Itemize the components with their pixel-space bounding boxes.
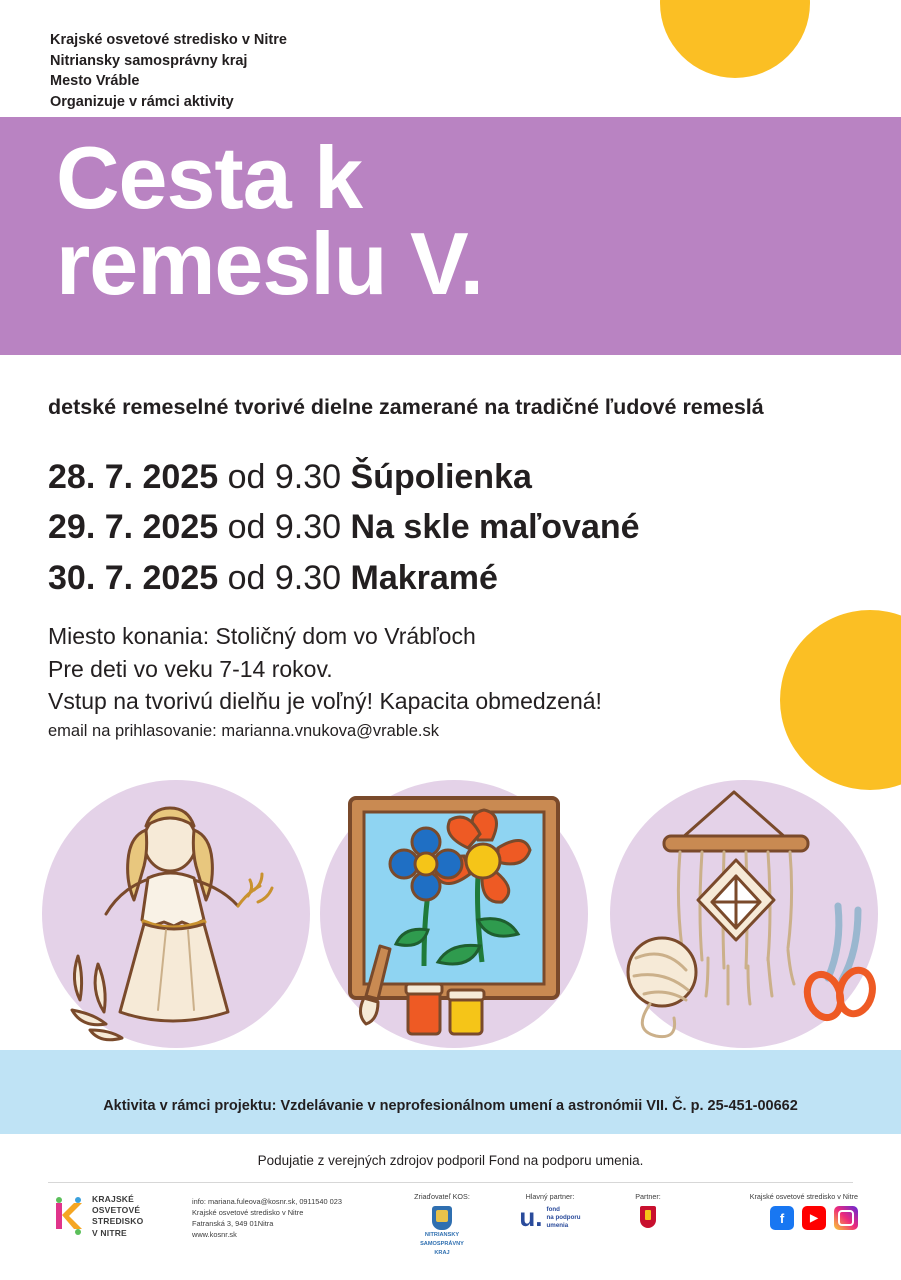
info-block (48, 620, 602, 744)
project-band (0, 1050, 901, 1134)
title-line-1: Cesta k (56, 128, 363, 227)
info-place: Miesto konania: Stoličný dom vo Vrábľoch (48, 623, 476, 649)
organizer-line-4: Organizuje v rámci aktivity (50, 93, 234, 110)
illustration-macrame (610, 780, 878, 1048)
footer-column-founder (396, 1192, 488, 1257)
contact-block (192, 1196, 342, 1240)
kos-logo-line-2: OSVETOVÉ (92, 1205, 141, 1216)
mesto-vrable-crest-icon (640, 1206, 656, 1228)
facebook-icon[interactable]: f (770, 1206, 794, 1230)
footer-column-social (718, 1192, 858, 1230)
nsk-logo-line-1: NITRIANSKY (424, 1232, 460, 1238)
organizer-line-1: Krajské osvetové stredisko v Nitre (50, 32, 287, 48)
date-row (48, 553, 640, 603)
contact-line-1: info: mariana.fuleova@kosnr.sk, 0911540 023 (192, 1197, 342, 1206)
footer-divider (48, 1182, 853, 1183)
workshop-name: Na skle maľované (350, 508, 640, 547)
corn-husk-doll-icon (42, 780, 310, 1048)
organizer-line-2: Nitriansky samosprávny kraj (50, 52, 248, 69)
dates-list (48, 452, 640, 603)
workshop-name: Makramé (350, 558, 498, 597)
instagram-icon[interactable] (834, 1206, 858, 1230)
illustration-glass-painting (320, 780, 588, 1048)
contact-line-2: Krajské osvetové stredisko v Nitre (192, 1208, 304, 1218)
yellow-circle-decoration-top (660, 0, 810, 78)
fpu-line-3: umenia (546, 1221, 569, 1229)
date-row (48, 452, 640, 502)
nitriansky-samospravny-kraj-logo-icon (396, 1206, 488, 1257)
glass-painting-flowers-icon (320, 780, 588, 1048)
youtube-icon[interactable]: ▶ (802, 1206, 826, 1230)
contact-website[interactable]: www.kosnr.sk (192, 1230, 237, 1240)
title-band (0, 117, 901, 355)
title-line-2: remeslu V. (56, 214, 484, 314)
fond-na-podporu-umenia-logo-icon: u. fond na podporu umenia (519, 1202, 581, 1233)
partner-caption: Partner: (635, 1192, 661, 1201)
kos-logo-line-4: V NITRE (92, 1227, 127, 1238)
kos-logo (52, 1194, 143, 1239)
kos-logo-line-1: KRAJSKÉ (92, 1194, 135, 1204)
date-value: 30. 7. 2025 (48, 558, 219, 597)
social-caption: Krajské osvetové stredisko v Nitre (749, 1192, 858, 1201)
footer-column-partner (612, 1192, 684, 1228)
footer-column-main-partner (504, 1192, 596, 1233)
footer (0, 1190, 901, 1274)
project-band-text: Aktivita v rámci projektu: Vzdelávanie v neprofesionálnom umení a astronómii VII. Č. p. 25-451-00662 (103, 1098, 798, 1114)
date-time: od 9.30 (227, 558, 342, 597)
nsk-logo-line-2: SAMOSPRÁVNY (420, 1240, 464, 1247)
macrame-and-scissors-icon (610, 780, 878, 1048)
info-age: Pre deti vo veku 7-14 rokov. (48, 655, 333, 682)
yellow-circle-decoration-middle (780, 610, 901, 790)
info-email: email na prihlasovanie: marianna.vnukova@vrable.sk (48, 721, 439, 740)
kos-logo-text (92, 1194, 143, 1239)
fpu-line-2: na podporu (546, 1213, 581, 1221)
kos-logo-line-3: STREDISKO (92, 1216, 144, 1227)
illustrations (0, 780, 901, 1050)
date-value: 29. 7. 2025 (48, 508, 219, 547)
date-time: od 9.30 (227, 458, 342, 496)
fpu-line-1: fond (546, 1206, 560, 1213)
info-entry: Vstup na tvorivú dielňu je voľný! Kapacita obmedzená! (48, 688, 602, 715)
date-row (48, 502, 640, 552)
nsk-logo-line-3: KRAJ (434, 1249, 450, 1256)
organizer-line-3: Mesto Vráble (50, 73, 140, 90)
founder-caption: Zriaďovateľ KOS: (414, 1192, 470, 1201)
illustration-corn-husk-doll (42, 780, 310, 1048)
date-value: 28. 7. 2025 (48, 458, 219, 496)
main-partner-caption: Hlavný partner: (525, 1192, 575, 1201)
date-time: od 9.30 (227, 508, 342, 547)
contact-line-3: Fatranská 3, 949 01Nitra (192, 1219, 274, 1229)
page-title (56, 128, 484, 314)
funding-note: Podujatie z verejných zdrojov podporil Fond na podporu umenia. (257, 1153, 644, 1168)
workshop-name: Šúpolienka (350, 458, 532, 496)
kos-logo-mark-icon (52, 1197, 86, 1235)
social-links (718, 1206, 858, 1230)
organizer-block (50, 30, 287, 112)
subtitle: detské remeselné tvorivé dielne zamerané na tradičné ľudové remeslá (48, 395, 764, 419)
